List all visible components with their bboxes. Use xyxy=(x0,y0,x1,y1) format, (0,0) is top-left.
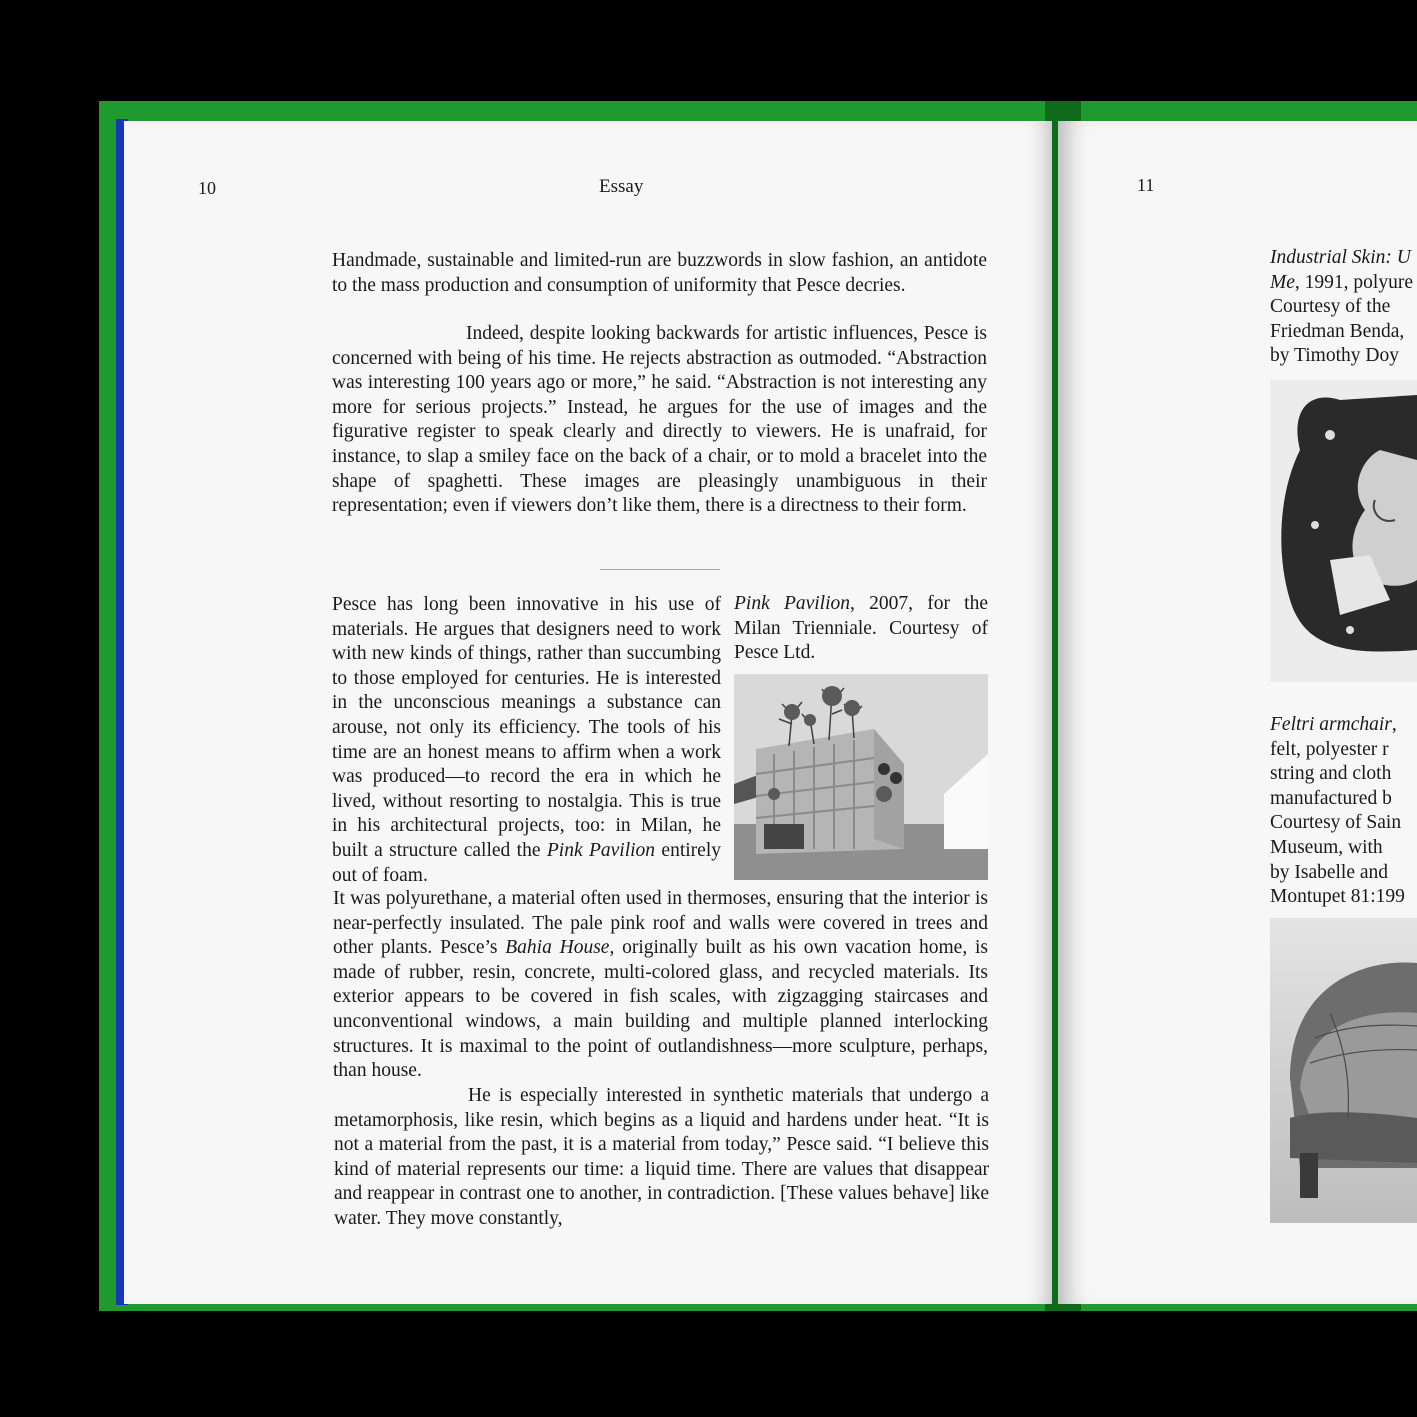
section-divider xyxy=(600,569,720,570)
feltri-armchair-photo xyxy=(1270,918,1417,1223)
paragraph-1: Handmade, sustainable and limited-run are buzzwords in slow fashion, an antidote to the mass production and consumption of uniformity that Pesce decries. xyxy=(332,250,987,296)
feltri-armchair-caption: Feltri armchair, felt, polyester r string and cloth manufactured b Courtesy of Sain Museum, with by Isabelle and Montupet 81:199 xyxy=(1270,714,1405,908)
page-number-right: 11 xyxy=(1137,175,1155,195)
paragraph-3-full: It was polyurethane, a material often used in thermoses, ensuring that the interior is near-perfectly insulated. The pale pink roof and walls were covered in trees and other plants. Pesce’s Bahia House, originally built as his own vacation home, is made of rubber, resin, concrete, multi-colored glass, and recycled materials. Its exterior appears to be covered in fish scales, with zigzagging staircases and unconventional windows, a main building and multiple planned interlocking structures. It is maximal to the point of outlandishness—more sculpture, perhaps, than house. xyxy=(333,888,988,1082)
pink-pavilion-caption: Pink Pavilion, 2007, for the Milan Trienniale. Courtesy of Pesce Ltd. xyxy=(734,593,988,664)
industrial-skin-caption: Industrial Skin: U Me, 1991, polyure Courtesy of the Friedman Benda, by Timothy Doy xyxy=(1270,247,1413,367)
page-number-left: 10 xyxy=(198,178,216,198)
paragraph-3-column: Pesce has long been innovative in his use of materials. He argues that designers need to work with new kinds of things, rather than succumbing to those employed for centuries. He is interested in the unconscious meanings a substance can arouse, not only its efficiency. The tools of his time are an honest means to affirm when a work was produced—to record the era in which he lived, without resorting to nostalgia. This is true in his architectural projects, too: in Milan, he built a structure called the Pink Pavilion entirely out of foam. xyxy=(332,594,721,886)
pink-pavilion-photo xyxy=(734,674,988,880)
paragraph-4: He is especially interested in synthetic materials that undergo a metamorphosis, like resin, which begins as a liquid and hardens under heat. “It is not a material from the past, it is a material from today,” Pesce said. “I believe this kind of material represents our time: a liquid time. There are values that disappear and reappear in contrast one to another, in contradiction. [These values behave] like water. They move constantly, xyxy=(334,1085,989,1229)
running-head: Essay xyxy=(599,176,644,197)
industrial-skin-photo xyxy=(1270,380,1417,682)
paragraph-2: Indeed, despite looking backwards for artistic influences, Pesce is concerned with being of his time. He rejects abstraction as outmoded. “Abstraction was interesting 100 years ago or more,” he said. “Abstraction is not interesting any more for serious projects.” Instead, he argues for the use of images and the figurative register to speak clearly and directly to viewers. He is unafraid, for instance, to slap a smiley face on the back of a chair, or to mold a bracelet into the shape of spaghetti. These images are pleasingly unambiguous in their representation; even if viewers don’t like them, there is a directness to their form. xyxy=(332,323,987,517)
